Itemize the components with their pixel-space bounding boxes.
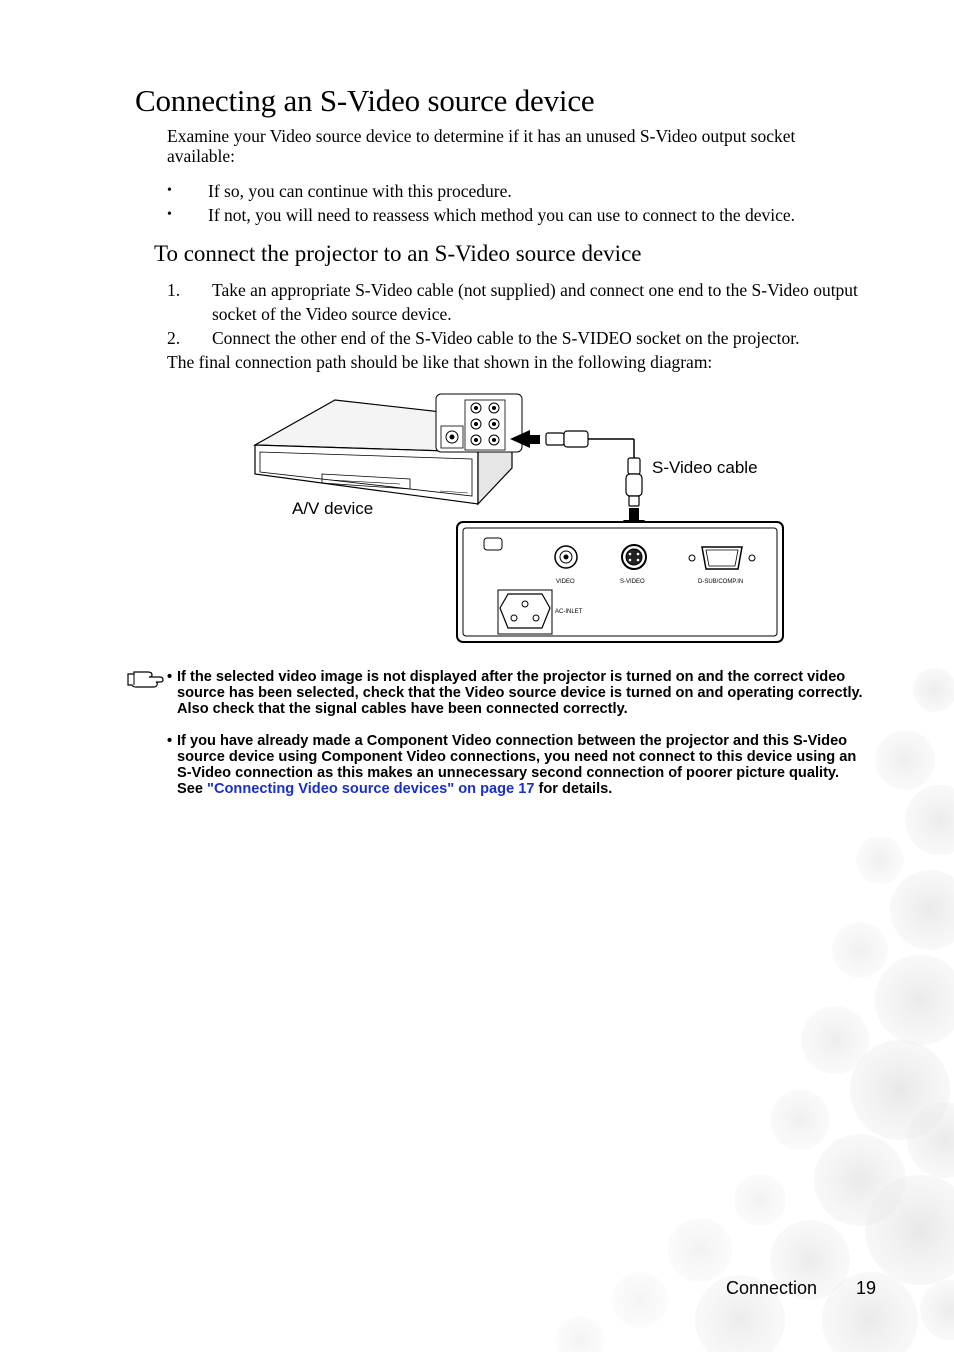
step-item: 1. Take an appropriate S-Video cable (not supplied) and connect one end to the S-Video output socket of the Video source device. <box>167 280 858 324</box>
note-item: • If you have already made a Component Video connection between the projector and this S-Video source device using Component Video connections, you need not connect to this device using an S-Video connection as this makes an unnecessary second connection of poorer picture quality. See "Connecting Video source devices" on page 17 for details. <box>167 733 857 797</box>
step-item: 2. Connect the other end of the S-Video cable to the S-VIDEO socket on the projector. <box>167 328 800 348</box>
av-device-rear-panel <box>436 394 522 452</box>
note-item: • If the selected video image is not displayed after the projector is turned on and the correct video source has been selected, check that the Video source device is turned on and operating correctly. Also check that the signal cables have been connected correctly. <box>167 669 863 717</box>
av-device-label: A/V device <box>292 499 374 518</box>
dsub-port-label: D-SUB/COMP.IN <box>698 579 744 585</box>
footer-section-name: Connection <box>726 1278 818 1298</box>
notes-list <box>167 669 867 813</box>
list-item: • If so, you can continue with this procedure. <box>167 181 512 201</box>
section-subtitle: To connect the projector to an S-Video source device <box>154 241 642 266</box>
svideo-port-label: S-VIDEO <box>620 579 645 585</box>
video-port-label: VIDEO <box>556 579 575 585</box>
ac-inlet-label: AC-INLET <box>555 609 583 615</box>
page-title: Connecting an S-Video source device <box>135 83 595 118</box>
connection-diagram <box>250 388 790 650</box>
procedure-steps <box>167 278 877 350</box>
page-reference-link[interactable]: "Connecting Video source devices" on page 17 <box>207 781 535 797</box>
pointing-hand-icon <box>126 668 164 690</box>
page-number: 19 <box>856 1278 877 1298</box>
svideo-cable-illustration <box>546 431 642 506</box>
list-item: • If not, you will need to reassess which method you can use to connect to the device. <box>167 205 796 225</box>
svideo-cable-label: S-Video cable <box>652 458 758 477</box>
page-footer <box>726 1277 877 1299</box>
intro-paragraph: Examine your Video source device to determine if it has an unused S-Video output socket available: <box>167 126 796 166</box>
connection-diagram-illustration <box>250 388 790 650</box>
final-connection-text: The final connection path should be like that shown in the following diagram: <box>167 352 713 372</box>
condition-bullet-list <box>167 179 887 227</box>
